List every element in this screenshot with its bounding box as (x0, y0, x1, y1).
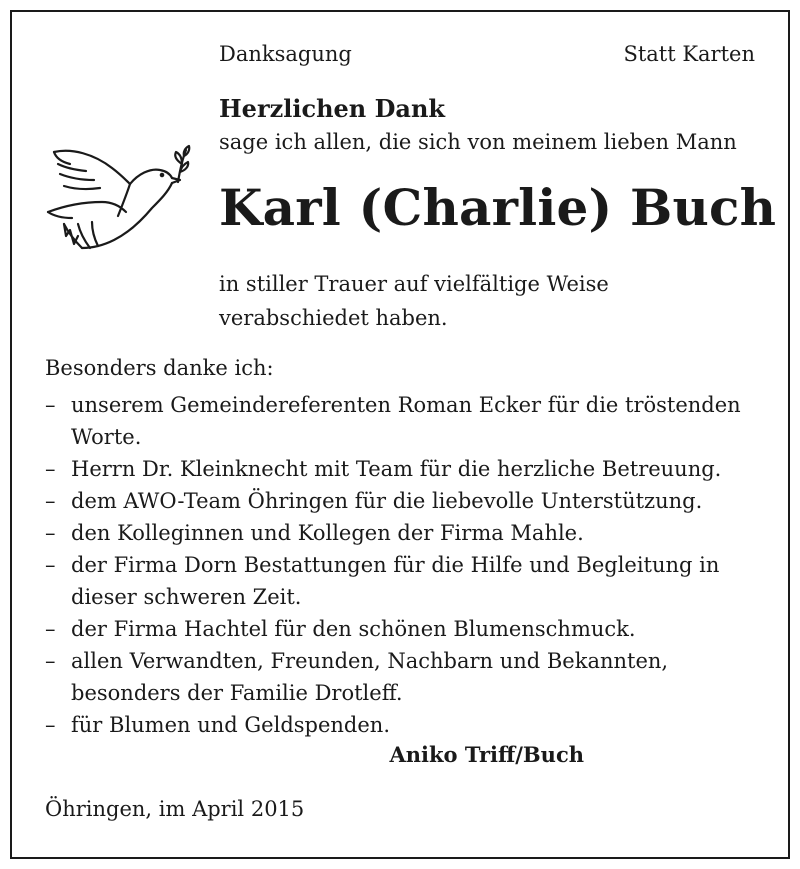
dash-bullet: – (45, 393, 56, 417)
thanks-item (45, 389, 765, 453)
thanks-item-text: für Blumen und Geldspenden. (71, 713, 390, 737)
thanks-item (45, 645, 765, 709)
thanks-list (45, 389, 765, 741)
header-statt-karten: Statt Karten (623, 42, 755, 66)
dash-bullet: – (45, 617, 56, 641)
intro-line: sage ich allen, die sich von meinem lieben Mann (219, 130, 737, 154)
dash-bullet: – (45, 553, 56, 577)
thanks-item-text: der Firma Hachtel für den schönen Blumenschmuck. (71, 617, 636, 641)
thanks-item (45, 453, 765, 485)
thanks-item-text: der Firma Dorn Bestattungen für die Hilfe und Begleitung in dieser schweren Zeit. (71, 553, 720, 609)
dove-icon (42, 140, 192, 265)
after-name-line-2: verabschiedet haben. (219, 306, 448, 330)
thanks-item-text: allen Verwandten, Freunden, Nachbarn und Bekannten, besonders der Familie Drotleff. (71, 649, 669, 705)
thanks-item (45, 709, 765, 741)
thanks-item-text: unserem Gemeindereferenten Roman Ecker für die tröstenden Worte. (71, 393, 741, 449)
thanks-item-text: Herrn Dr. Kleinknecht mit Team für die herzliche Betreuung. (71, 457, 722, 481)
thanks-item (45, 517, 765, 549)
thanks-intro: Besonders danke ich: (45, 356, 274, 380)
dash-bullet: – (45, 713, 56, 737)
thanks-item (45, 613, 765, 645)
thanks-item (45, 485, 765, 517)
thanks-item-text: dem AWO-Team Öhringen für die liebevolle Unterstützung. (71, 489, 703, 513)
place-date: Öhringen, im April 2015 (45, 797, 305, 821)
deceased-name: Karl (Charlie) Buch (219, 178, 777, 237)
dash-bullet: – (45, 489, 56, 513)
dash-bullet: – (45, 521, 56, 545)
dash-bullet: – (45, 649, 56, 673)
after-name-line-1: in stiller Trauer auf vielfältige Weise (219, 272, 609, 296)
thanks-item-text: den Kolleginnen und Kollegen der Firma Mahle. (71, 521, 584, 545)
thanks-item (45, 549, 765, 613)
dash-bullet: – (45, 457, 56, 481)
header-danksagung: Danksagung (219, 42, 352, 66)
heading-herzlichen-dank: Herzlichen Dank (219, 94, 446, 123)
signature: Aniko Triff/Buch (389, 742, 584, 767)
